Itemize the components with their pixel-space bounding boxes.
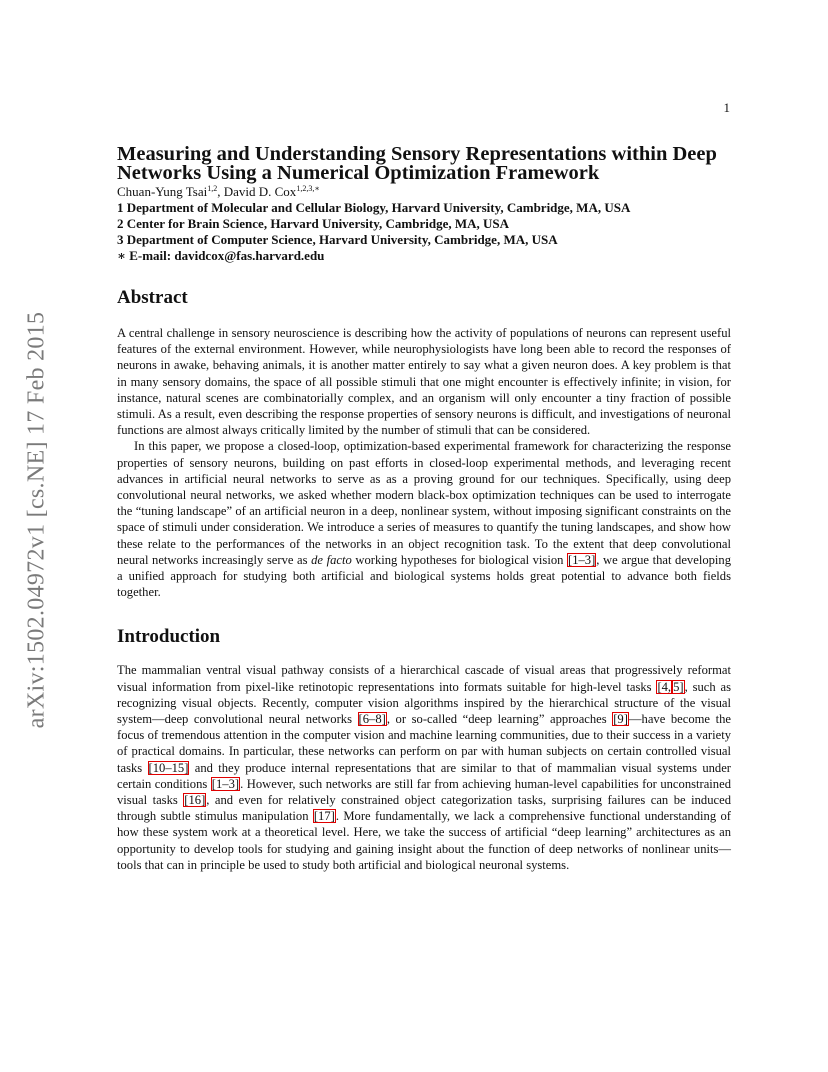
author-list <box>117 184 731 200</box>
author-name: Chuan-Yung Tsai <box>117 184 208 199</box>
abstract-paragraph-2 <box>117 438 731 600</box>
introduction-heading: Introduction <box>117 626 221 648</box>
affiliation-2: 2 Center for Brain Science, Harvard University, Cambridge, MA, USA <box>117 216 509 231</box>
abstract-text: In this paper, we propose a closed-loop, optimization-based experimental framework for characterizing the response properties of sensory neurons, building on past efforts in closed-loop experimental methods, and leveraging recent advances in artificial neural networks to serve as as a proving ground for our techniques. Specifically, using deep convolutional neural networks, we asked whether modern black-box optimization techniques can be used to interrogate the “tuning landscape” of an artificial neuron in a deep, nonlinear system, without imposing significant constraints on the space of stimuli under consideration. We introduce a series of measures to quantify the tuning landscapes, and show how these relate to the performances of the networks in an object recognition task. To the extent that deep convolutional neural networks increasingly serve as <box>117 439 731 567</box>
citation-link[interactable]: [10–15] <box>148 760 189 775</box>
affiliation-3: 3 Department of Computer Science, Harvard University, Cambridge, MA, USA <box>117 232 558 247</box>
abstract-text: , we argue that developing a unified approach for studying both artificial and biological systems holds great potential to advance both fields together. <box>117 552 732 600</box>
citation-link[interactable]: [4, <box>657 679 672 694</box>
intro-text: . However, such networks are still far from achieving human-level capabilities for unconstrained visual tasks <box>117 776 731 808</box>
author-affiliation-marker: 1,2,3,∗ <box>296 184 320 193</box>
paper-content <box>117 145 731 873</box>
citation-link[interactable]: [1–3] <box>211 776 240 791</box>
contact-email: ∗ E-mail: davidcox@fas.harvard.edu <box>117 248 325 263</box>
affiliation-1: 1 Department of Molecular and Cellular Biology, Harvard University, Cambridge, MA, USA <box>117 200 631 215</box>
intro-text: . More fundamentally, we lack a comprehensive functional understanding of how these system work at a theoretical level. Here, we take the success of artificial “deep learning” architectures as an opportunity to develop tools for studying and gaining insight about the function of deep networks of nonlinear units—tools that can in principle be used to study both artificial and biological neuronal systems. <box>117 809 731 872</box>
intro-text: , or so-called “deep learning” approaches <box>386 712 613 727</box>
intro-text: The mammalian ventral visual pathway consists of a hierarchical cascade of visual areas that progressively reformat visual information from pixel-like retinotopic representations into formats suitable for high-level tasks <box>117 663 731 694</box>
citation-link[interactable]: 5] <box>673 679 684 694</box>
abstract-emphasis: de facto <box>311 552 352 567</box>
abstract-paragraph-1: A central challenge in sensory neuroscience is describing how the activity of populations of neurons can represent useful features of the external environment. However, while neurophysiologists have long been able to record the responses of neurons in awake, behaving animals, it is another matter entirely to say what a given neuron does. A key problem is that in many sensory domains, the space of all possible stimuli that one might encounter is effectively infinite; in vision, for instance, natural scenes are combinatorially complex, and an organism will only encounter a tiny fraction of possible stimuli. As a result, even describing the response properties of sensory neurons is difficult, and investigations of neuronal functions are almost always critically limited by the number of stimuli that can be considered. <box>117 326 731 438</box>
citation-link[interactable]: [1–3] <box>568 552 596 567</box>
citation-link[interactable]: [9] <box>613 712 628 727</box>
intro-text: and they produce internal representations that are similar to that of mammalian visual systems under certain conditions <box>117 760 731 791</box>
author-affiliation-marker: 1,2 <box>207 184 218 193</box>
intro-text: , such as recognizing visual objects. Recently, computer vision algorithms inspired by the hierarchical structure of the visual system—deep convolutional neural networks <box>117 679 732 727</box>
intro-text: , and even for relatively constrained object categorization tasks, surprising failures can be induced through subtle stimulus manipulation <box>117 793 731 824</box>
intro-text: —have become the focus of tremendous attention in the computer vision and machine learning communities, due to their success in a variety of practical domains. In particular, these networks can perform on par with human subjects on certain controlled visual tasks <box>117 712 731 775</box>
author-name: David D. Cox <box>223 184 297 199</box>
paper-title: Measuring and Understanding Sensory Representations within Deep Networks Using a Numerical Optimization Framework <box>117 143 717 184</box>
page-number: 1 <box>723 100 730 115</box>
citation-link[interactable]: [6–8] <box>358 712 386 727</box>
abstract-text: working hypotheses for biological vision <box>351 552 568 567</box>
introduction-paragraph <box>117 662 731 873</box>
author-separator: , <box>217 184 224 199</box>
citation-link[interactable]: [17] <box>313 809 335 824</box>
arxiv-identifier[interactable]: arXiv:1502.04972v1 [cs.NE] 17 Feb 2015 <box>23 311 50 729</box>
abstract-heading: Abstract <box>117 287 188 308</box>
citation-link[interactable]: [16] <box>184 793 206 808</box>
